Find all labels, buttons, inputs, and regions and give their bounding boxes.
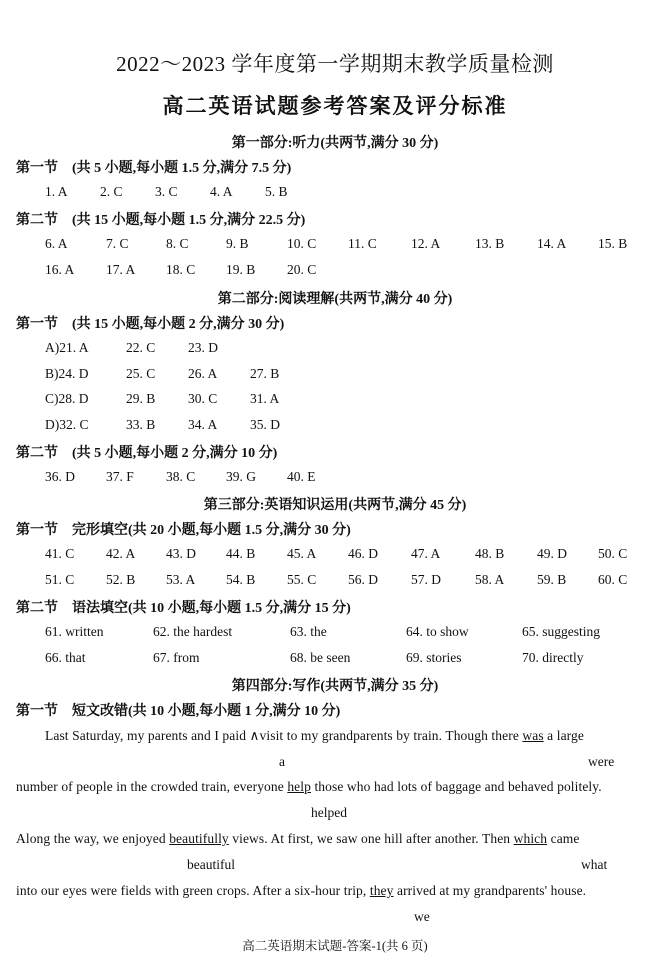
answer-item: 51. C xyxy=(45,572,75,587)
answer-item: D)32. C xyxy=(45,417,89,432)
part3-sec2-heading: 第二节 语法填空(共 10 小题,每小题 1.5 分,满分 15 分) xyxy=(16,601,351,616)
answer-item: 54. B xyxy=(226,572,256,587)
answer-item: 58. A xyxy=(475,572,505,587)
part2-sec2-answers xyxy=(0,469,670,487)
answer-item: 64. to show xyxy=(406,624,469,639)
part1-sec2-answers-row1 xyxy=(0,236,670,254)
answer-item: 33. B xyxy=(126,417,156,432)
answer-item: 19. B xyxy=(226,262,256,277)
insert-caret: ∧ xyxy=(249,728,260,743)
part1-title: 第一部分:听力(共两节,满分 30 分) xyxy=(231,136,439,151)
answer-item: 22. C xyxy=(126,340,156,355)
part1-sec1-heading: 第一节 (共 5 小题,每小题 1.5 分,满分 7.5 分) xyxy=(16,161,292,176)
answer-item: C)28. D xyxy=(45,391,89,406)
answer-item: 53. A xyxy=(166,572,196,587)
part2-title: 第二部分:阅读理解(共两节,满分 40 分) xyxy=(217,292,453,307)
answer-item: 16. A xyxy=(45,262,75,277)
answer-item: 47. A xyxy=(411,546,441,561)
answer-item: 61. written xyxy=(45,624,104,639)
essay-line-1: Last Saturday, my parents and I paid ∧visit to my grandparents by train. Though there was a large xyxy=(45,728,584,743)
answer-item: 56. D xyxy=(348,572,378,587)
answer-item: 25. C xyxy=(126,366,156,381)
part1-sec2-answers-row2 xyxy=(0,262,670,280)
page-footer: 高二英语期末试题-答案-1(共 6 页) xyxy=(242,939,428,953)
answer-item: 5. B xyxy=(265,184,288,199)
error-word: they xyxy=(369,883,394,898)
part3-sec2-answers-row1 xyxy=(0,624,670,642)
answer-item: 43. D xyxy=(166,546,196,561)
answer-item: 63. the xyxy=(290,624,327,639)
answer-item: 29. B xyxy=(126,391,156,406)
answer-item: B)24. D xyxy=(45,366,89,381)
part4-title: 第四部分:写作(共两节,满分 35 分) xyxy=(231,679,439,694)
error-word: which xyxy=(513,831,548,846)
answer-item: 39. G xyxy=(226,469,256,484)
answer-item: 8. C xyxy=(166,236,189,251)
answer-item: 4. A xyxy=(210,184,233,199)
answer-item: 9. B xyxy=(226,236,249,251)
answer-item: 52. B xyxy=(106,572,136,587)
answer-item: 62. the hardest xyxy=(153,624,233,639)
answer-item: 23. D xyxy=(188,340,218,355)
correction: were xyxy=(588,754,615,769)
correction: beautiful xyxy=(187,857,235,872)
correction: a xyxy=(279,754,285,769)
answer-item: 27. B xyxy=(250,366,280,381)
answer-item: 12. A xyxy=(411,236,441,251)
answer-item: 42. A xyxy=(106,546,136,561)
answer-item: 57. D xyxy=(411,572,441,587)
answer-item: 41. C xyxy=(45,546,75,561)
error-word: was xyxy=(522,728,544,743)
answer-item: 17. A xyxy=(106,262,136,277)
answer-item: 69. stories xyxy=(406,650,462,665)
answer-item: 15. B xyxy=(598,236,628,251)
answer-item: 44. B xyxy=(226,546,256,561)
answer-item: 14. A xyxy=(537,236,567,251)
part4-sec1-heading: 第一节 短文改错(共 10 小题,每小题 1 分,满分 10 分) xyxy=(16,704,341,719)
essay-line-4: into our eyes were fields with green crops. After a six-hour trip, they arrived at my grandparents' house. xyxy=(16,883,587,898)
answer-item: 66. that xyxy=(45,650,86,665)
answer-item: 50. C xyxy=(598,546,628,561)
answer-item: 45. A xyxy=(287,546,317,561)
answer-item: 3. C xyxy=(155,184,178,199)
answer-item: 34. A xyxy=(188,417,218,432)
answer-item: 10. C xyxy=(287,236,317,251)
answer-item: 70. directly xyxy=(522,650,584,665)
answer-item: 49. D xyxy=(537,546,567,561)
answer-item: 13. B xyxy=(475,236,505,251)
answer-item: 1. A xyxy=(45,184,68,199)
answer-item: 6. A xyxy=(45,236,68,251)
answer-item: 68. be seen xyxy=(290,650,351,665)
part3-sec1-answers-row2 xyxy=(0,572,670,590)
part2-sec1-heading: 第一节 (共 15 小题,每小题 2 分,满分 30 分) xyxy=(16,317,285,332)
part2-row-a xyxy=(0,340,670,358)
part2-row-c xyxy=(0,391,670,409)
essay-line-2: number of people in the crowded train, everyone help those who had lots of baggage and behaved politely. xyxy=(16,779,602,794)
answer-key-title: 高二英语试题参考答案及评分标准 xyxy=(162,94,508,118)
essay-line-3: Along the way, we enjoyed beautifully views. At first, we saw one hill after another. Then which came xyxy=(16,831,580,846)
part3-title: 第三部分:英语知识运用(共两节,满分 45 分) xyxy=(203,498,467,513)
answer-item: 18. C xyxy=(166,262,196,277)
answer-item: 20. C xyxy=(287,262,317,277)
part2-sec2-heading: 第二节 (共 5 小题,每小题 2 分,满分 10 分) xyxy=(16,446,278,461)
part3-sec1-answers-row1 xyxy=(0,546,670,564)
correction: what xyxy=(581,857,608,872)
answer-item: 2. C xyxy=(100,184,123,199)
answer-item: 40. E xyxy=(287,469,316,484)
answer-item: 46. D xyxy=(348,546,378,561)
answer-item: 7. C xyxy=(106,236,129,251)
answer-item: 31. A xyxy=(250,391,280,406)
answer-item: 67. from xyxy=(153,650,200,665)
part3-sec1-heading: 第一节 完形填空(共 20 小题,每小题 1.5 分,满分 30 分) xyxy=(16,523,351,538)
exam-title: 2022～2023 学年度第一学期期末教学质量检测 xyxy=(116,52,554,76)
answer-item: 60. C xyxy=(598,572,628,587)
answer-item: 36. D xyxy=(45,469,75,484)
part2-row-b xyxy=(0,366,670,384)
part3-sec2-answers-row2 xyxy=(0,650,670,668)
answer-item: A)21. A xyxy=(45,340,89,355)
part2-row-d xyxy=(0,417,670,435)
part1-sec2-heading: 第二节 (共 15 小题,每小题 1.5 分,满分 22.5 分) xyxy=(16,213,306,228)
part1-sec1-answers xyxy=(0,184,670,202)
answer-item: 55. C xyxy=(287,572,317,587)
answer-item: 30. C xyxy=(188,391,218,406)
answer-item: 26. A xyxy=(188,366,218,381)
answer-item: 35. D xyxy=(250,417,280,432)
answer-item: 11. C xyxy=(348,236,377,251)
answer-item: 48. B xyxy=(475,546,505,561)
correction: we xyxy=(414,909,430,924)
answer-item: 59. B xyxy=(537,572,567,587)
correction: helped xyxy=(311,805,347,820)
answer-item: 38. C xyxy=(166,469,196,484)
answer-item: 37. F xyxy=(106,469,134,484)
answer-item: 65. suggesting xyxy=(522,624,601,639)
error-word: help xyxy=(287,779,311,794)
error-word: beautifully xyxy=(169,831,229,846)
